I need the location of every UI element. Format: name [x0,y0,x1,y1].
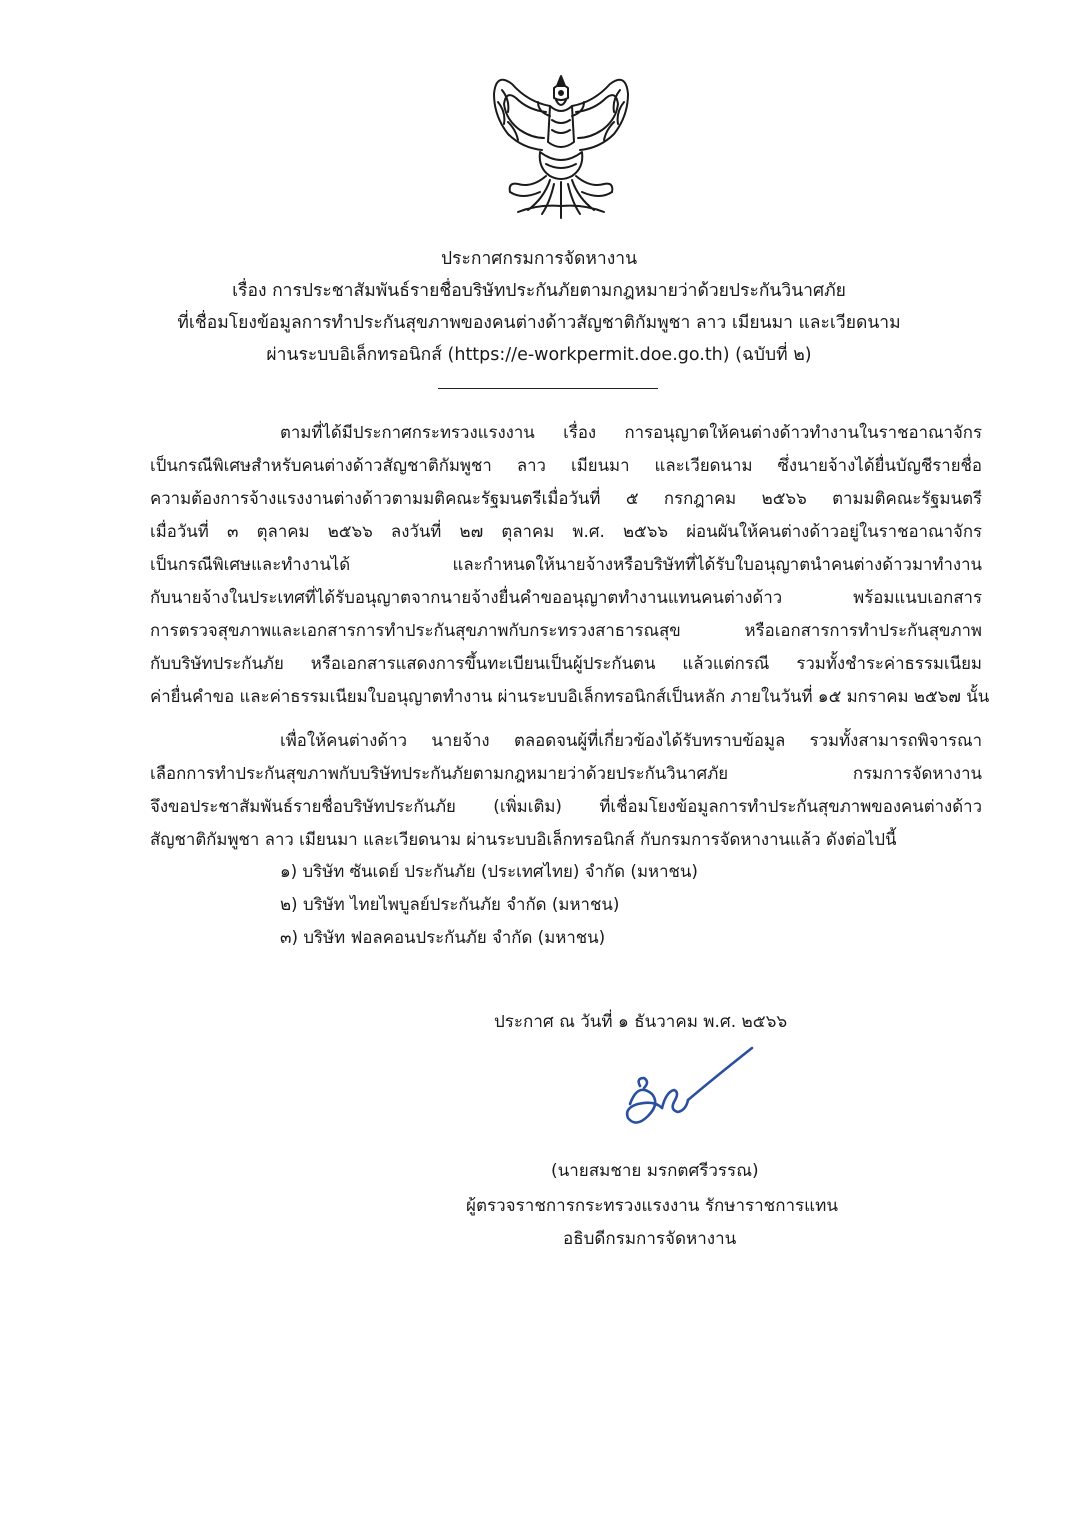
paragraph1-line-5: เป็นกรณีพิเศษและทำงานได้ และกำหนดให้นายจ้างหรือบริษัทที่ได้รับใบอนุญาตนำคนต่างด้าวมาทำงาน [150,554,982,574]
header-divider [438,388,658,389]
list-item: ๓) บริษัท ฟอลคอนประกันภัย จำกัด (มหาชน) [280,927,606,947]
paragraph2-line-3: จึงขอประชาสัมพันธ์รายชื่อบริษัทประกันภัย (เพิ่มเติม) ที่เชื่อมโยงข้อมูลการทำประกันสุขภาพของคนต่างด้าว [150,796,982,816]
handwritten-signature [618,1042,758,1142]
paragraph1-line-1: ตามที่ได้มีประกาศกระทรวงแรงงาน เรื่อง การอนุญาตให้คนต่างด้าวทำงานในราชอาณาจักร [280,422,982,442]
subject-line-3: ผ่านระบบอิเล็กทรอนิกส์ (https://e-workpermit.doe.go.th) (ฉบับที่ ๒) [266,345,812,365]
paragraph1-line-7: การตรวจสุขภาพและเอกสารการทำประกันสุขภาพกับกระทรวงสาธารณสุข หรือเอกสารการทำประกันสุขภาพ [150,620,982,640]
garuda-emblem-icon [488,72,634,222]
paragraph1-line-2: เป็นกรณีพิเศษสำหรับคนต่างด้าวสัญชาติกัมพูชา ลาว เมียนมา และเวียดนาม ซึ่งนายจ้างได้ยื่นบัญชีรายชื่อ [150,455,982,475]
announcement-date: ประกาศ ณ วันที่ ๑ ธันวาคม พ.ศ. ๒๕๖๖ [494,1012,788,1032]
announcement-title: ประกาศกรมการจัดหางาน [440,249,638,269]
signatory-name: (นายสมชาย มรกตศรีวรรณ) [551,1161,759,1181]
subject-line-1: เรื่อง การประชาสัมพันธ์รายชื่อบริษัทประกันภัยตามกฎหมายว่าด้วยประกันวินาศภัย [232,281,846,301]
paragraph2-line-2: เลือกการทำประกันสุขภาพกับบริษัทประกันภัยตามกฎหมายว่าด้วยประกันวินาศภัย กรมการจัดหางาน [150,763,982,783]
paragraph1-line-9: ค่ายื่นคำขอ และค่าธรรมเนียมใบอนุญาตทำงาน ผ่านระบบอิเล็กทรอนิกส์เป็นหลัก ภายในวันที่ ๑๕ มกราคม ๒๕๖๗ นั้น [150,686,990,706]
paragraph2-line-1: เพื่อให้คนต่างด้าว นายจ้าง ตลอดจนผู้ที่เกี่ยวข้องได้รับทราบข้อมูล รวมทั้งสามารถพิจารณา [280,730,982,750]
subject-line-2: ที่เชื่อมโยงข้อมูลการทำประกันสุขภาพของคนต่างด้าวสัญชาติกัมพูชา ลาว เมียนมา และเวียดนาม [177,313,901,333]
paragraph1-line-8: กับบริษัทประกันภัย หรือเอกสารแสดงการขึ้นทะเบียนเป็นผู้ประกันตน แล้วแต่กรณี รวมทั้งชำระค่าธรรมเนียม [150,653,982,673]
paragraph1-line-4: เมื่อวันที่ ๓ ตุลาคม ๒๕๖๖ ลงวันที่ ๒๗ ตุลาคม พ.ศ. ๒๕๖๖ ผ่อนผันให้คนต่างด้าวอยู่ในราชอาณาจักร [150,521,982,541]
paragraph2-line-4: สัญชาติกัมพูชา ลาว เมียนมา และเวียดนาม ผ่านระบบอิเล็กทรอนิกส์ กับกรมการจัดหางานแล้ว ดังต่อไปนี้ [150,829,897,849]
paragraph1-line-3: ความต้องการจ้างแรงงานต่างด้าวตามมติคณะรัฐมนตรีเมื่อวันที่ ๕ กรกฎาคม ๒๕๖๖ ตามมติคณะรัฐมนตรี [150,488,982,508]
list-item: ๒) บริษัท ไทยไพบูลย์ประกันภัย จำกัด (มหาชน) [280,894,620,914]
paragraph1-line-6: กับนายจ้างในประเทศที่ได้รับอนุญาตจากนายจ้างยื่นคำขออนุญาตทำงานแทนคนต่างด้าว พร้อมแนบเอกสาร [150,587,982,607]
signatory-position: ผู้ตรวจราชการกระทรวงแรงงาน รักษาราชการแทน [466,1196,838,1216]
signatory-department: อธิบดีกรมการจัดหางาน [563,1229,737,1249]
list-item: ๑) บริษัท ซันเดย์ ประกันภัย (ประเทศไทย) จำกัด (มหาชน) [280,861,698,881]
